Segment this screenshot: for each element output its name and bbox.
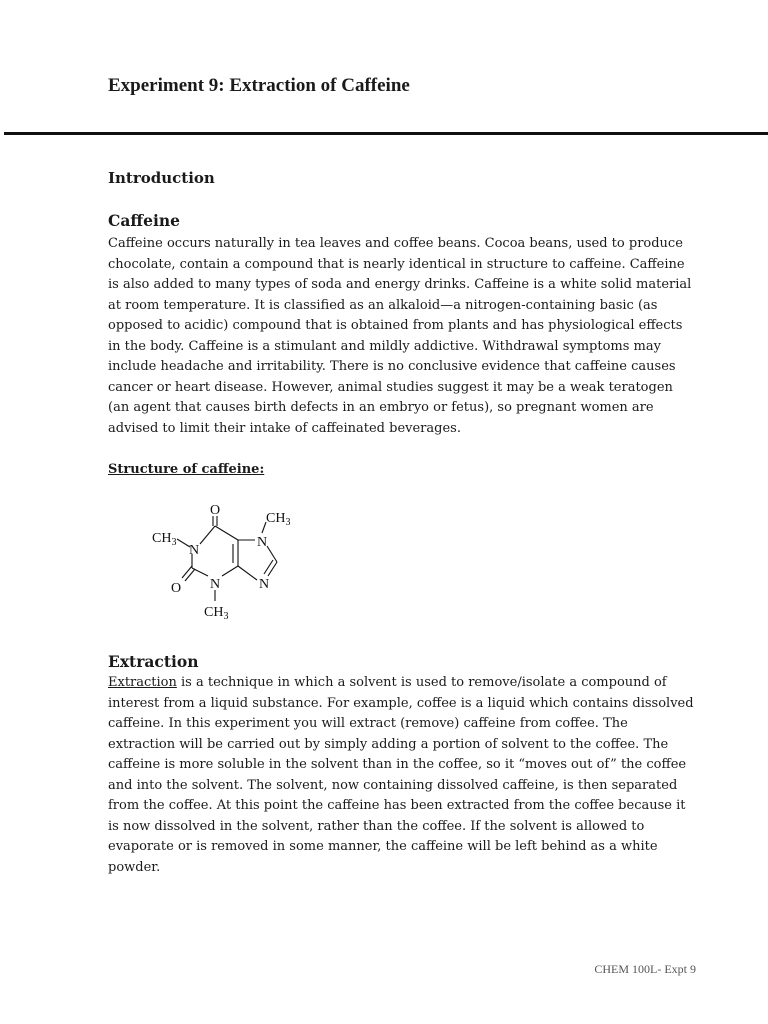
bond-n9-c4 xyxy=(238,566,257,580)
methyl-n7-label: $CH_3$ xyxy=(266,511,291,528)
page-title: Experiment 9: Extraction of Caffeine xyxy=(108,75,410,96)
atom-n9: N xyxy=(259,577,270,592)
atom-n1: N xyxy=(189,543,200,558)
atom-o-left: O xyxy=(171,581,182,596)
caffeine-structure-diagram xyxy=(140,498,310,633)
introduction-heading: Introduction xyxy=(108,169,215,187)
bond-c8-n9-a xyxy=(268,562,277,576)
bond-c6-c5 xyxy=(215,526,238,540)
header-divider xyxy=(4,132,768,135)
bond-c4-n3 xyxy=(222,566,238,576)
bond-c2-o-b xyxy=(185,569,195,581)
extraction-term: Extraction xyxy=(108,675,177,690)
caffeine-heading: Caffeine xyxy=(108,211,180,230)
atom-n7: N xyxy=(257,535,268,550)
bond-n1-c6 xyxy=(200,526,215,544)
bond-c8-n9-b xyxy=(264,560,273,574)
methyl-n3-label: $CH_3$ xyxy=(204,605,229,622)
page-footer: CHEM 100L- Expt 9 xyxy=(594,962,696,976)
extraction-paragraph xyxy=(108,673,698,878)
caffeine-paragraph: Caffeine occurs naturally in tea leaves and coffee beans. Cocoa beans, used to produce chocolate, contain a compound that is nearly identical in structure to caffeine. Caffeine is also added to many types of soda and energy drinks. Caffeine is a white solid material at room temperature. It is classified as an alkaloid—a nitrogen-containing basic (as opposed to acidic) compound that is obtained from plants and has physiological effects in the body. Caffeine is a stimulant and mildly addictive. Withdrawal symptoms may include headache and irritability. There is no conclusive evidence that caffeine causes cancer or heart disease. However, animal studies suggest it may be a weak teratogen (an agent that causes birth defects in an embryo or fetus), so pregnant women are advised to limit their intake of caffeinated beverages. xyxy=(108,236,692,436)
bond-c2-o-a xyxy=(182,566,192,578)
atom-o-top: O xyxy=(210,503,221,518)
extraction-paragraph-text: is a technique in which a solvent is used to remove/isolate a compound of interest from a liquid substance. For example, coffee is a liquid which contains dissolved caffeine. In this experiment you will extract (remove) caffeine from coffee. The extraction will be carried out by simply adding a portion of solvent to the coffee. The caffeine is more soluble in the solvent than in the coffee, so it “moves out of” the coffee and into the solvent. The solvent, now containing dissolved caffeine, is then separated from the coffee. At this point the caffeine has been extracted from the coffee because it is now dissolved in the solvent, rather than the coffee. If the solvent is allowed to evaporate or is removed in some manner, the caffeine will be left behind as a white powder. xyxy=(108,675,694,875)
methyl-n1-label: $CH_3$ xyxy=(152,531,177,548)
extraction-heading: Extraction xyxy=(108,652,199,671)
structure-label: Structure of caffeine: xyxy=(108,462,265,477)
atom-n3: N xyxy=(210,577,221,592)
bond-n7-c8 xyxy=(267,546,277,562)
